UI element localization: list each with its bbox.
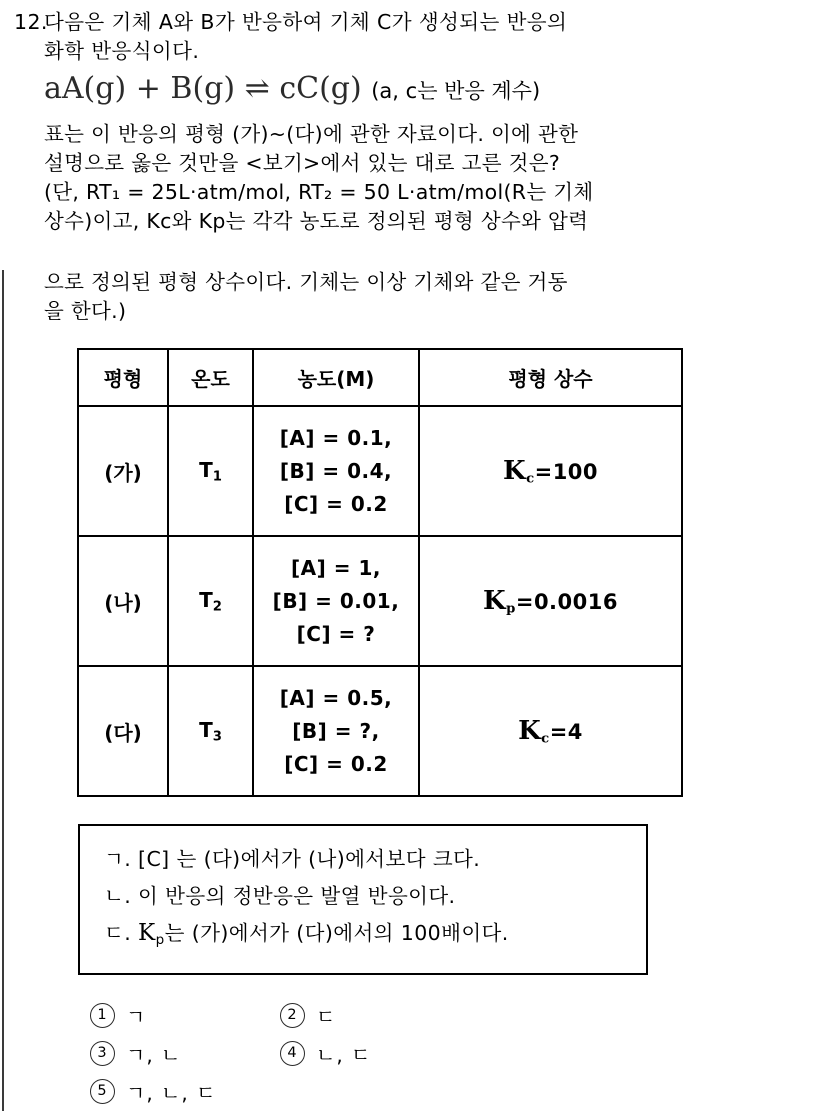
bogi-marker-1: ㄱ.	[104, 847, 132, 871]
stem-line-1	[14, 8, 804, 37]
bogi-marker-3: ㄷ.	[104, 921, 132, 945]
bogi-item-1	[104, 841, 646, 878]
temperature-subscript-3: 3	[212, 729, 222, 745]
conc-line-c-2: [C] = ?	[296, 621, 376, 646]
conc-line-a-2: [A] = 1,	[291, 555, 381, 580]
choice-text-1: ㄱ	[126, 1004, 147, 1029]
cell-temperature-3	[168, 666, 253, 796]
stem-line-2: 화학 반응식이다.	[44, 38, 200, 63]
stem2-line-1: 표는 이 반응의 평형 (가)~(다)에 관한 자료이다. 이에 관한	[44, 122, 579, 146]
cell-concentration-2	[253, 536, 419, 666]
bogi-item-3	[104, 915, 646, 959]
table-header-concentration: 농도(M)	[253, 349, 419, 406]
choice-option-3[interactable]	[90, 1039, 280, 1068]
conc-line-b-3: [B] = ?,	[292, 718, 380, 743]
temperature-subscript-1: 1	[212, 469, 222, 485]
bogi-text-3: 는 (가)에서가 (다)에서의 100배이다.	[164, 921, 509, 945]
question-stem-continued	[44, 120, 804, 236]
cell-temperature-2	[168, 536, 253, 666]
temperature-symbol-1: T	[199, 457, 213, 482]
choice-text-2: ㄷ	[316, 1004, 337, 1029]
cell-k-1	[419, 406, 682, 536]
choice-number-4: 4	[280, 1041, 305, 1066]
question-number: 12.	[14, 10, 48, 34]
k-value-1: =100	[534, 459, 599, 484]
k-symbol-2: K	[483, 585, 507, 616]
bogi-prefix-3	[131, 921, 138, 945]
choice-number-1: 1	[90, 1003, 115, 1028]
bogi-k-subscript-3: p	[155, 931, 165, 948]
conc-line-c-3: [C] = 0.2	[284, 751, 388, 776]
choice-option-4[interactable]	[280, 1039, 371, 1068]
stem-text-1: 다음은 기체 A와 B가 반응하여 기체 C가 생성되는 반응의	[44, 10, 568, 34]
conc-line-c-1: [C] = 0.2	[284, 491, 388, 516]
cell-k-3	[419, 666, 682, 796]
equation-plus: +	[135, 71, 161, 106]
choice-option-2[interactable]	[280, 1001, 336, 1030]
cell-k-2	[419, 536, 682, 666]
choice-text-4: ㄴ, ㄷ	[316, 1042, 372, 1067]
bogi-k-symbol-3: K	[138, 920, 156, 946]
k-subscript-3: c	[541, 731, 550, 747]
cell-concentration-1	[253, 406, 419, 536]
choice-option-5[interactable]	[90, 1077, 280, 1106]
equilibrium-data-table	[77, 348, 683, 797]
choice-number-5: 5	[90, 1079, 115, 1104]
choice-row-2	[90, 1034, 790, 1072]
conc-line-a-1: [A] = 0.1,	[279, 425, 393, 450]
cell-equilibrium-2: (나)	[78, 536, 168, 666]
table-header-temperature: 온도	[168, 349, 253, 406]
stem2-line-2: 설명으로 옳은 것만을 <보기>에서 있는 대로 고른 것은?	[44, 151, 561, 175]
k-subscript-1: c	[526, 471, 535, 487]
bogi-box	[78, 824, 648, 975]
equilibrium-arrow-icon: ⇌	[244, 71, 270, 106]
table-row	[78, 406, 682, 536]
bogi-text-2: 이 반응의 정반응은 발열 반응이다.	[131, 884, 456, 908]
table-header-equilibrium-constant: 평형 상수	[419, 349, 682, 406]
table-row	[78, 666, 682, 796]
equation-reactant-b: B(g)	[170, 71, 236, 106]
k-value-3: =4	[549, 719, 583, 744]
k-value-2: =0.0016	[515, 589, 618, 614]
table-row	[78, 536, 682, 666]
conc-line-b-2: [B] = 0.01,	[272, 588, 400, 613]
question-stem-tail	[44, 268, 804, 326]
stem2-line-3: (단, RT₁ = 25L·atm/mol, RT₂ = 50 L·atm/mol(R는 기체	[44, 180, 594, 204]
stem3-line-2: 을 한다.)	[44, 299, 127, 323]
cell-equilibrium-3: (다)	[78, 666, 168, 796]
choice-number-3: 3	[90, 1041, 115, 1066]
stem3-line-1: 으로 정의된 평형 상수이다. 기체는 이상 기체와 같은 거동	[44, 270, 568, 294]
page-left-rule	[2, 270, 4, 1111]
k-subscript-2: p	[506, 601, 516, 617]
choice-option-1[interactable]	[90, 1001, 280, 1030]
temperature-symbol-2: T	[199, 587, 213, 612]
conc-line-a-3: [A] = 0.5,	[279, 685, 393, 710]
conc-line-b-1: [B] = 0.4,	[279, 458, 393, 483]
stem2-line-4: 상수)이고, Kc와 Kp는 각각 농도로 정의된 평형 상수와 압력	[44, 209, 589, 233]
chemical-equation	[44, 70, 540, 110]
bogi-marker-2: ㄴ.	[104, 884, 132, 908]
equation-coefficient-note: (a, c는 반응 계수)	[371, 79, 541, 103]
choice-row-1	[90, 996, 790, 1034]
bogi-item-2	[104, 878, 646, 915]
choice-text-5: ㄱ, ㄴ, ㄷ	[126, 1080, 217, 1105]
table-header-equilibrium: 평형	[78, 349, 168, 406]
choice-number-2: 2	[280, 1003, 305, 1028]
temperature-subscript-2: 2	[212, 599, 222, 615]
k-symbol-3: K	[518, 715, 542, 746]
equation-reactant-a: aA(g)	[44, 71, 127, 106]
question-stem	[14, 8, 804, 65]
choice-row-3	[90, 1072, 790, 1110]
answer-choices	[90, 996, 790, 1110]
k-symbol-1: K	[502, 455, 527, 486]
cell-equilibrium-1: (가)	[78, 406, 168, 536]
cell-temperature-1	[168, 406, 253, 536]
table-header-row	[78, 349, 682, 406]
bogi-text-1: [C] 는 (다)에서가 (나)에서보다 크다.	[131, 847, 481, 871]
equation-product-c: cC(g)	[279, 71, 362, 106]
cell-concentration-3	[253, 666, 419, 796]
choice-text-3: ㄱ, ㄴ	[126, 1042, 182, 1067]
temperature-symbol-3: T	[199, 717, 213, 742]
